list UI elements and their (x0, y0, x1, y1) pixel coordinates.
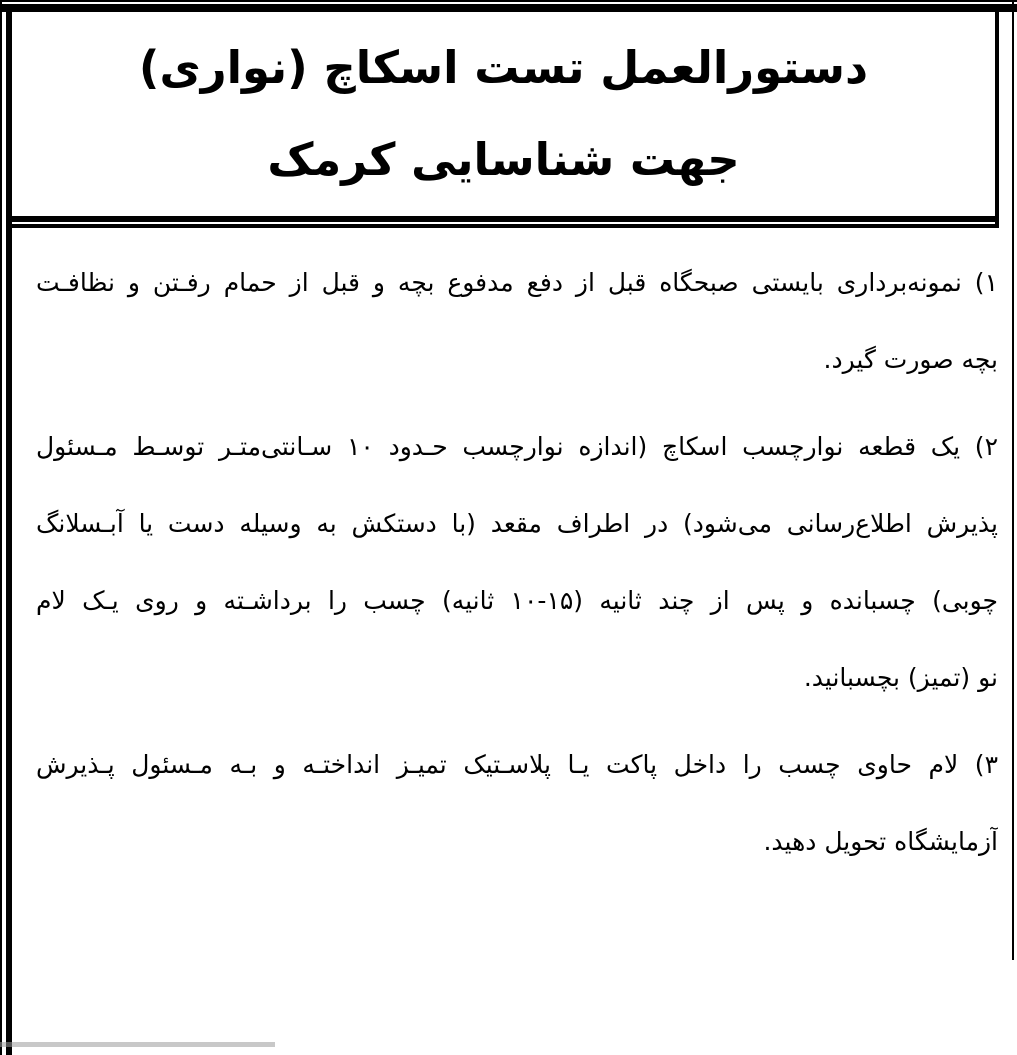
paragraph (36, 244, 998, 398)
document-title-line1: دستورالعمل تست اسکاچ (نواری) (138, 41, 869, 94)
text-line: ۲) یک قطعه نوارچسب اسکاچ (اندازه نوارچسب حـدود ۱۰ سـانتی‌متـر توسـط مـسئول (36, 432, 998, 461)
scan-artifact-smear (0, 1042, 275, 1047)
outer-border-right-thin (1012, 0, 1014, 960)
document-body (12, 228, 1012, 890)
title-separator-line-upper (8, 216, 997, 222)
text-line: پذیرش اطلاع‌رسانی می‌شود) در اطراف مقعد (با دستکش به وسیله دست یا آبـسلانگ (36, 509, 998, 538)
outer-border-top-thick (0, 4, 1017, 12)
paragraphs (36, 244, 998, 880)
text-line: ۱) نمونه‌برداری بایستی صبحگاه قبل از دفع مدفوع بچه و قبل از حمام رفـتن و نظافـت (36, 268, 998, 297)
paragraph (36, 408, 998, 716)
text-line: بچه صورت گیرد. (823, 345, 998, 374)
paragraph (36, 726, 998, 880)
outer-border-left-thin (0, 0, 2, 1055)
text-line: آزمایشگاه تحویل دهید. (763, 827, 998, 856)
text-line: ۳) لام حاوی چسب را داخل پاکت یـا پلاسـتیک تمیـز انداختـه و بـه مـسئول پـذیرش (36, 750, 998, 779)
document-title-line2: جهت شناسایی کرمک (267, 133, 740, 186)
outer-border-top-thin (0, 0, 1017, 2)
text-line: نو (تمیز) بچسبانید. (803, 663, 998, 692)
text-line: چوبی) چسبانده و پس از چند ثانیه (۱۵-۱۰ ثانیه) چسب را برداشـته و روی یـک لام (36, 586, 998, 615)
document-title-block (12, 12, 995, 216)
title-cell-right-border (995, 12, 999, 228)
